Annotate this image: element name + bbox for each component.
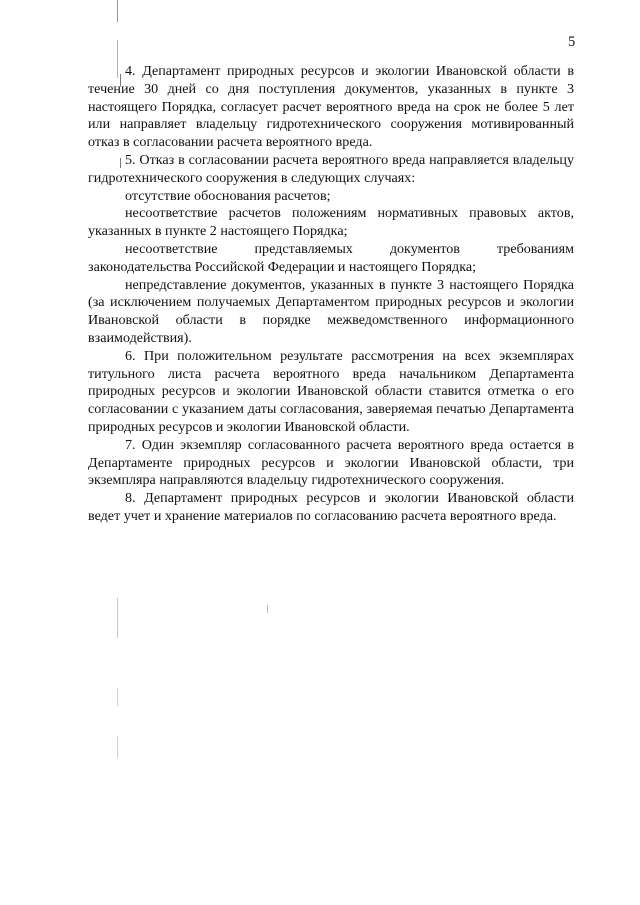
refusal-reason-1: отсутствие обоснования расчетов; [125, 187, 331, 204]
scan-margin-line [117, 688, 118, 706]
document-body [88, 63, 574, 526]
refusal-reason-4: непредставление документов, указанных в пункте 3 настоящего Порядка (за исключением получаемых Департаментом природных ресурсов и экологии Ивановской области в порядке межведомственного информационного взаимодействия). [88, 276, 574, 346]
scan-mark [267, 605, 268, 613]
page-number: 5 [568, 34, 576, 50]
paragraph-5: 5. Отказ в согласовании расчета вероятного вреда направляется владельцу гидротехнического сооружения в следующих случаях: [88, 151, 574, 186]
paragraph-4: 4. Департамент природных ресурсов и экологии Ивановской области в течение 30 дней со дня поступления документов, указанных в пункте 3 настоящего Порядка, согласует расчет вероятного вреда на срок не более 5 лет или направляет владельцу гидротехнического сооружения мотивированный отказ в согласовании расчета вероятного вреда. [88, 63, 574, 151]
scan-margin-line [117, 736, 118, 758]
paragraph-8: 8. Департамент природных ресурсов и экологии Ивановской области ведет учет и хранение материалов по согласованию расчета вероятного вреда. [88, 490, 574, 524]
refusal-reason-2: несоответствие расчетов положениям нормативных правовых актов, указанных в пункте 2 настоящего Порядка; [88, 205, 574, 240]
paragraph-7: 7. Один экземпляр согласованного расчета вероятного вреда остается в Департаменте природных ресурсов и экологии Ивановской области, три экземпляра направляются владельцу гидротехнического сооружения. [88, 436, 574, 489]
scan-margin-line [117, 598, 118, 638]
scan-margin-line [117, 0, 118, 22]
paragraph-6: 6. При положительном результате рассмотрения на всех экземплярах титульного листа расчета вероятного вреда начальником Департамента природных ресурсов и экологии Ивановской области ставится отметка о его согласовании с указанием даты согласования, заверяемая печатью Департамента природных ресурсов и экологии Ивановской области. [88, 347, 574, 435]
refusal-reason-3: несоответствие представляемых документов требованиям законодательства Российской Федерации и настоящего Порядка; [88, 240, 574, 275]
